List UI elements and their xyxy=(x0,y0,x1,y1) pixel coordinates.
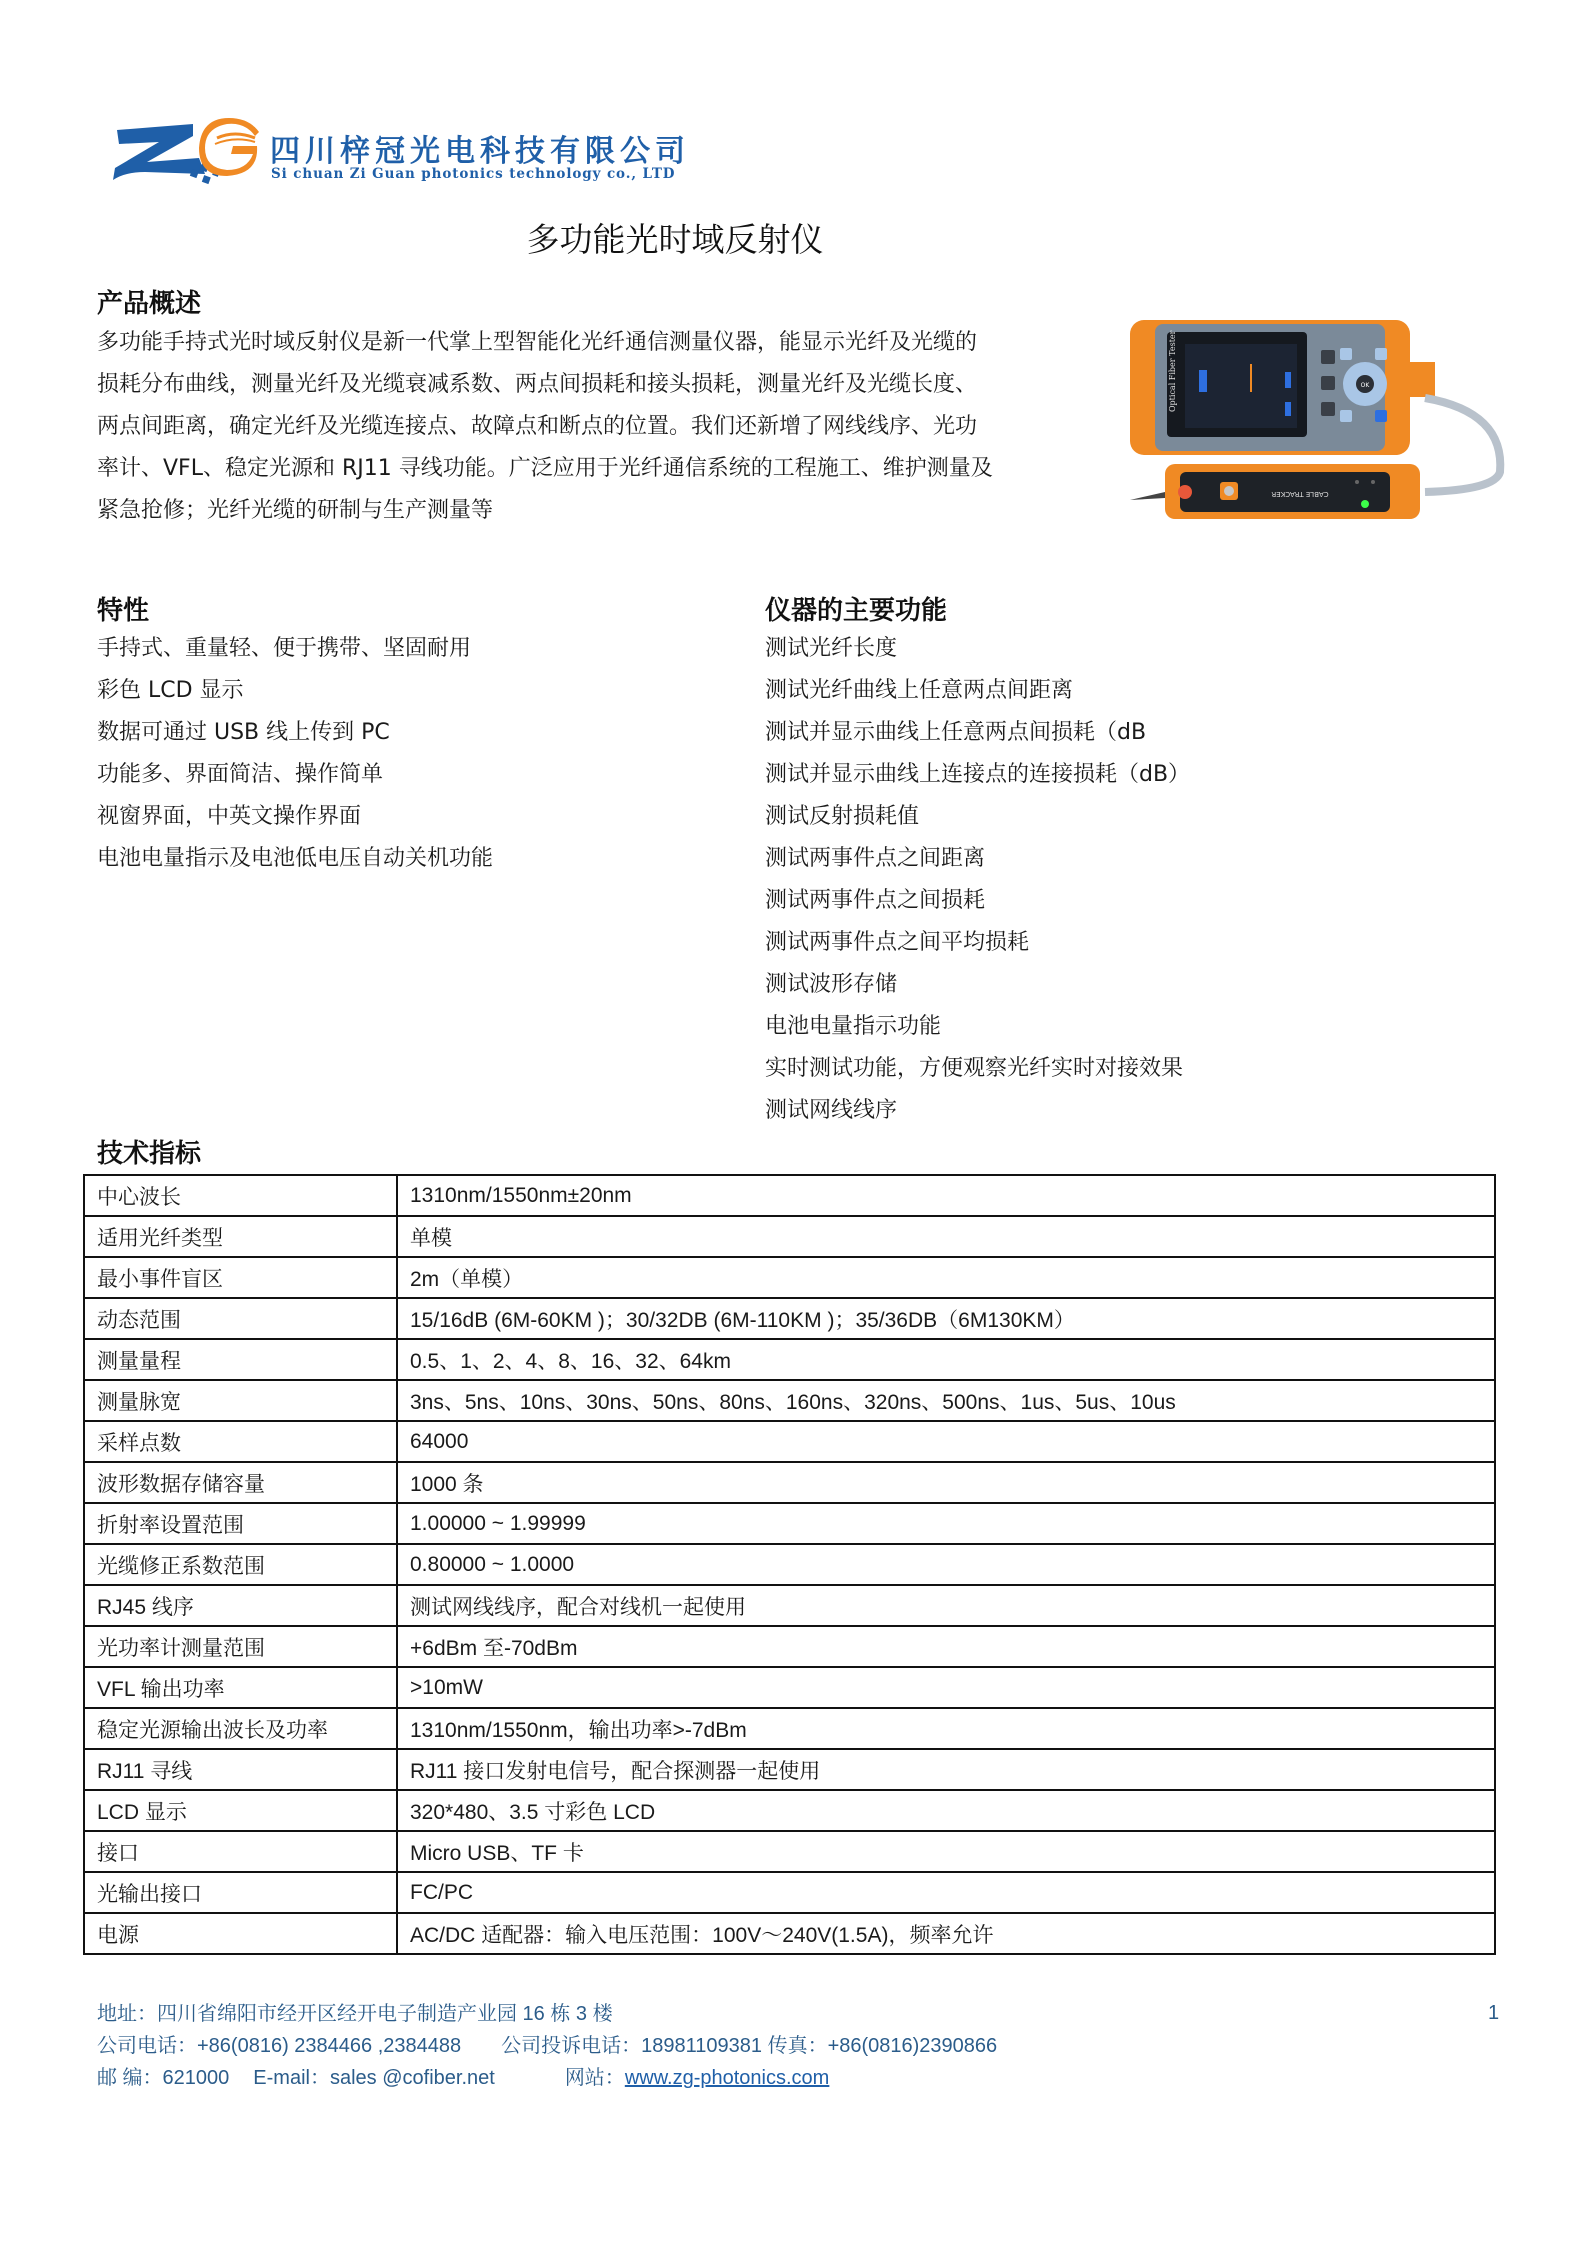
table-row xyxy=(84,1872,1495,1913)
function-item: 测试网线线序 xyxy=(765,1098,898,1123)
company-logo xyxy=(105,118,745,190)
company-name-en: Si chuan Zi Guan photonics technology co., LTD xyxy=(271,166,676,182)
table-row xyxy=(84,1749,1495,1790)
spec-value: 1310nm/1550nm，输出功率>-7dBm xyxy=(397,1708,1495,1749)
features-list xyxy=(97,628,493,880)
spec-key: 电源 xyxy=(84,1913,397,1954)
table-row xyxy=(84,1421,1495,1462)
feature-item: 彩色 LCD 显示 xyxy=(97,678,244,703)
overview-heading: 产品概述 xyxy=(97,289,202,319)
document-title: 多功能光时域反射仪 xyxy=(526,220,824,259)
overview-line: 紧急抢修；光纤光缆的研制与生产测量等 xyxy=(97,498,494,523)
spec-key: 适用光纤类型 xyxy=(84,1216,397,1257)
table-row xyxy=(84,1503,1495,1544)
table-row xyxy=(84,1544,1495,1585)
spec-value: 1.00000 ~ 1.99999 xyxy=(397,1503,1495,1544)
spec-value: RJ11 接口发射电信号，配合探测器一起使用 xyxy=(397,1749,1495,1790)
zg-logo-icon xyxy=(105,118,265,190)
spec-key: 波形数据存储容量 xyxy=(84,1462,397,1503)
footer-website-label: 网站： xyxy=(564,2067,625,2089)
website-link[interactable]: www.zg-photonics.com xyxy=(624,2067,830,2089)
table-row xyxy=(84,1626,1495,1667)
spec-value: 1000 条 xyxy=(397,1462,1495,1503)
footer-email: E-mail：sales @cofiber.net xyxy=(253,2067,495,2089)
overview-line: 两点间距离，确定光纤及光缆连接点、故障点和断点的位置。我们还新增了网线线序、光功 xyxy=(97,414,978,439)
spec-key: RJ11 寻线 xyxy=(84,1749,397,1790)
footer-contact xyxy=(97,1998,997,2094)
table-row xyxy=(84,1708,1495,1749)
footer-phone: 公司电话：+86(0816) 2384466 ,2384488 xyxy=(97,2035,462,2057)
function-item: 测试光纤长度 xyxy=(765,636,898,661)
overview-line: 多功能手持式光时域反射仪是新一代掌上型智能化光纤通信测量仪器，能显示光纤及光缆的 xyxy=(97,330,978,355)
specs-heading: 技术指标 xyxy=(97,1139,202,1169)
spec-key: 光缆修正系数范围 xyxy=(84,1544,397,1585)
spec-key: 光输出接口 xyxy=(84,1872,397,1913)
spec-table xyxy=(83,1174,1496,1955)
svg-text:CABLE TRACKER: CABLE TRACKER xyxy=(1271,490,1329,498)
feature-item: 功能多、界面简洁、操作简单 xyxy=(97,762,384,787)
spec-value: 测试网线线序，配合对线机一起使用 xyxy=(397,1585,1495,1626)
spec-key: RJ45 线序 xyxy=(84,1585,397,1626)
table-row xyxy=(84,1667,1495,1708)
spec-key: 最小事件盲区 xyxy=(84,1257,397,1298)
company-name-cn: 四川梓冠光电科技有限公司 xyxy=(270,134,690,169)
feature-item: 电池电量指示及电池低电压自动关机功能 xyxy=(97,846,494,871)
spec-key: VFL 输出功率 xyxy=(84,1667,397,1708)
page-number: 1 xyxy=(1488,2002,1500,2024)
function-item: 测试并显示曲线上连接点的连接损耗（dB） xyxy=(765,762,1191,787)
table-row xyxy=(84,1339,1495,1380)
table-row xyxy=(84,1913,1495,1954)
function-item: 电池电量指示功能 xyxy=(765,1014,942,1039)
overview-paragraph xyxy=(97,322,1097,532)
function-item: 测试光纤曲线上任意两点间距离 xyxy=(765,678,1074,703)
footer-postal-email-web xyxy=(97,2062,997,2094)
footer-postcode: 邮 编：621000 xyxy=(97,2067,230,2089)
functions-heading: 仪器的主要功能 xyxy=(765,596,948,626)
spec-value: 0.5、1、2、4、8、16、32、64km xyxy=(397,1339,1495,1380)
table-row xyxy=(84,1831,1495,1872)
spec-key: 折射率设置范围 xyxy=(84,1503,397,1544)
spec-value: 单模 xyxy=(397,1216,1495,1257)
table-row xyxy=(84,1257,1495,1298)
table-row xyxy=(84,1380,1495,1421)
spec-key: 接口 xyxy=(84,1831,397,1872)
spec-key: 采样点数 xyxy=(84,1421,397,1462)
spec-value: FC/PC xyxy=(397,1872,1495,1913)
spec-value: +6dBm 至-70dBm xyxy=(397,1626,1495,1667)
table-row xyxy=(84,1462,1495,1503)
function-item: 测试两事件点之间平均损耗 xyxy=(765,930,1030,955)
feature-item: 视窗界面，中英文操作界面 xyxy=(97,804,362,829)
spec-value: 15/16dB (6M-60KM )；30/32DB (6M-110KM )；35/36DB（6M130KM） xyxy=(397,1298,1495,1339)
spec-key: 稳定光源输出波长及功率 xyxy=(84,1708,397,1749)
spec-value: 2m（单模） xyxy=(397,1257,1495,1298)
spec-value: AC/DC 适配器：输入电压范围：100V～240V(1.5A)，频率允许 xyxy=(397,1913,1495,1954)
table-row xyxy=(84,1216,1495,1257)
svg-text:Optical Fiber Tester: Optical Fiber Tester xyxy=(1168,330,1177,412)
spec-key: 中心波长 xyxy=(84,1175,397,1216)
table-row xyxy=(84,1790,1495,1831)
table-row xyxy=(84,1585,1495,1626)
overview-line: 损耗分布曲线，测量光纤及光缆衰减系数、两点间损耗和接头损耗，测量光纤及光缆长度、 xyxy=(97,372,978,397)
product-image xyxy=(1125,312,1515,527)
spec-value: Micro USB、TF 卡 xyxy=(397,1831,1495,1872)
spec-value: >10mW xyxy=(397,1667,1495,1708)
functions-list xyxy=(765,628,1190,1132)
spec-value: 3ns、5ns、10ns、30ns、50ns、80ns、160ns、320ns、500ns、1us、5us、10us xyxy=(397,1380,1495,1421)
table-row xyxy=(84,1298,1495,1339)
feature-item: 数据可通过 USB 线上传到 PC xyxy=(97,720,390,745)
footer-address: 地址：四川省绵阳市经开区经开电子制造产业园 16 栋 3 楼 xyxy=(97,2003,613,2025)
spec-key: 动态范围 xyxy=(84,1298,397,1339)
function-item: 实时测试功能，方便观察光纤实时对接效果 xyxy=(765,1056,1184,1081)
spec-key: 测量量程 xyxy=(84,1339,397,1380)
spec-key: LCD 显示 xyxy=(84,1790,397,1831)
function-item: 测试波形存储 xyxy=(765,972,898,997)
table-row xyxy=(84,1175,1495,1216)
spec-value: 64000 xyxy=(397,1421,1495,1462)
function-item: 测试反射损耗值 xyxy=(765,804,920,829)
spec-key: 测量脉宽 xyxy=(84,1380,397,1421)
function-item: 测试两事件点之间损耗 xyxy=(765,888,986,913)
function-item: 测试两事件点之间距离 xyxy=(765,846,986,871)
feature-item: 手持式、重量轻、便于携带、坚固耐用 xyxy=(97,636,472,661)
overview-line: 率计、VFL、稳定光源和 RJ11 寻线功能。广泛应用于光纤通信系统的工程施工、维护测量及 xyxy=(97,456,993,481)
spec-value: 320*480、3.5 寸彩色 LCD xyxy=(397,1790,1495,1831)
svg-text:OK: OK xyxy=(1360,382,1370,389)
function-item: 测试并显示曲线上任意两点间损耗（dB xyxy=(765,720,1147,745)
spec-value: 0.80000 ~ 1.0000 xyxy=(397,1544,1495,1585)
spec-value: 1310nm/1550nm±20nm xyxy=(397,1175,1495,1216)
footer-phones xyxy=(97,2030,997,2062)
features-heading: 特性 xyxy=(97,596,150,626)
spec-key: 光功率计测量范围 xyxy=(84,1626,397,1667)
footer-complaint-fax: 公司投诉电话：18981109381 传真：+86(0816)2390866 xyxy=(501,2035,998,2057)
